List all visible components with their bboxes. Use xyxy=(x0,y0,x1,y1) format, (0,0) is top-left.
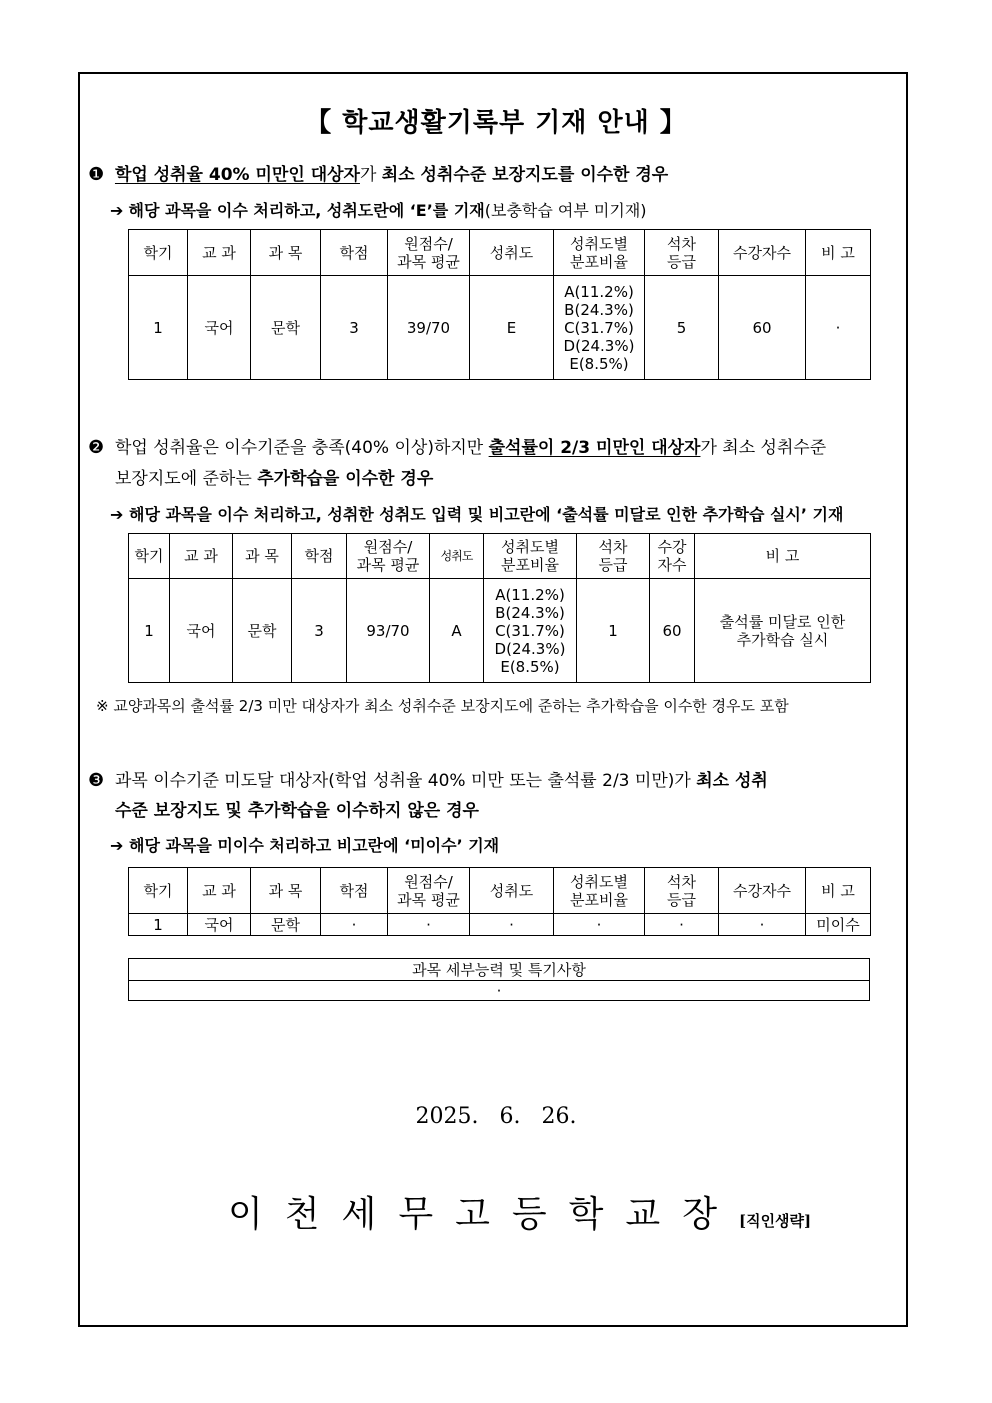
table-section-2 xyxy=(128,533,871,683)
dist-e: E(8.5%) xyxy=(500,657,560,676)
cell-credit: 3 xyxy=(292,579,347,683)
cell-remarks xyxy=(695,579,871,683)
header-semester: 학기 xyxy=(129,230,188,276)
bullet-3-icon: ❸ xyxy=(88,770,105,791)
dist-b: B(24.3%) xyxy=(564,300,634,319)
bullet-1-icon: ❶ xyxy=(88,164,105,185)
header-detail: 과목 세부능력 및 특기사항 xyxy=(129,959,870,981)
cell-course: 문학 xyxy=(233,579,292,683)
section-3-instruction-text: 해당 과목을 미이수 처리하고 비고란에 ‘미이수’ 기재 xyxy=(128,836,500,855)
table-header-row xyxy=(129,868,871,914)
header-rank-line2: 등급 xyxy=(667,890,696,909)
section-2-text-a: 학업 성취율은 이수기준을 충족(40% 이상)하지만 xyxy=(114,438,489,458)
cell-score: 93/70 xyxy=(347,579,430,683)
dist-d: D(24.3%) xyxy=(563,336,635,355)
arrow-right-icon: ➔ xyxy=(110,836,124,855)
cell-semester: 1 xyxy=(129,579,170,683)
cell-detail: · xyxy=(129,981,870,1001)
section-3-condition-start: 최소 성취 xyxy=(696,771,768,791)
section-2-text-d: 보장지도에 준하는 xyxy=(115,469,258,489)
section-2-condition: 추가학습을 이수한 경우 xyxy=(257,469,434,489)
header-score-line1: 원점수/ xyxy=(404,234,453,253)
section-3-instruction xyxy=(110,833,499,856)
table-section-1 xyxy=(128,229,871,380)
cell-rank: 1 xyxy=(577,579,650,683)
section-2-heading-line1 xyxy=(88,433,826,458)
cell-course: 문학 xyxy=(251,914,321,936)
cell-course: 문학 xyxy=(251,276,321,380)
dist-c: C(31.7%) xyxy=(495,621,565,640)
header-credit: 학점 xyxy=(292,534,347,579)
header-score-line2: 과목 평균 xyxy=(356,556,420,574)
section-1-heading xyxy=(88,160,668,185)
table-header-row xyxy=(129,534,871,579)
section-1-condition: 최소 성취수준 보장지도를 이수한 경우 xyxy=(381,165,669,185)
header-course: 과 목 xyxy=(251,230,321,276)
header-credit: 학점 xyxy=(321,868,388,914)
cell-achievement: · xyxy=(470,914,554,936)
header-distribution-line1: 성취도별 xyxy=(570,872,628,891)
header-rank xyxy=(645,230,719,276)
cell-credit: 3 xyxy=(321,276,388,380)
table-remarks-detail xyxy=(128,958,870,1001)
header-enrolled: 수강자수 xyxy=(719,230,806,276)
section-1-instruction-extra: (보충학습 여부 미기재) xyxy=(484,201,647,220)
arrow-right-icon: ➔ xyxy=(110,201,124,220)
header-distribution-line2: 분포비율 xyxy=(570,890,628,909)
section-1-instruction-main: 해당 과목을 이수 처리하고, 성취도란에 ‘E’를 기재 xyxy=(128,201,485,220)
header-course: 과 목 xyxy=(233,534,292,579)
cell-semester: 1 xyxy=(129,914,188,936)
cell-subject-area: 국어 xyxy=(188,276,251,380)
cell-score: 39/70 xyxy=(388,276,470,380)
section-2-target: 출석률이 2/3 미만인 대상자 xyxy=(488,438,701,458)
header-achievement: 성취도 xyxy=(430,534,484,579)
header-remarks: 비 고 xyxy=(806,868,871,914)
table-header-row xyxy=(129,230,871,276)
section-1-target: 학업 성취율 40% 미만인 대상자 xyxy=(114,165,360,185)
dist-c: C(31.7%) xyxy=(564,318,634,337)
header-rank xyxy=(645,868,719,914)
header-subject-area: 교 과 xyxy=(188,868,251,914)
section-2-text-c: 가 최소 성취수준 xyxy=(700,438,827,458)
header-enrolled xyxy=(650,534,695,579)
table-row xyxy=(129,914,871,936)
seal-omitted: [직인생략] xyxy=(738,1212,812,1230)
section-3-heading-line2: 수준 보장지도 및 추가학습을 이수하지 않은 경우 xyxy=(115,801,479,821)
header-distribution xyxy=(554,868,645,914)
header-achievement: 성취도 xyxy=(470,868,554,914)
header-rank-line2: 등급 xyxy=(667,252,696,271)
section-1-particle: 가 xyxy=(359,165,382,185)
cell-achievement: A xyxy=(430,579,484,683)
dist-d: D(24.3%) xyxy=(494,639,566,658)
header-score xyxy=(388,230,470,276)
header-distribution xyxy=(554,230,645,276)
header-score-line2: 과목 평균 xyxy=(397,252,460,271)
cell-credit: · xyxy=(321,914,388,936)
table-row xyxy=(129,276,871,380)
header-semester: 학기 xyxy=(129,534,170,579)
header-rank-line1: 석차 xyxy=(667,872,696,891)
table-header-row xyxy=(129,959,870,981)
section-2-heading-line2 xyxy=(115,464,433,489)
header-subject-area: 교 과 xyxy=(170,534,233,579)
header-distribution-line2: 분포비율 xyxy=(570,252,628,271)
cell-rank: 5 xyxy=(645,276,719,380)
remark-line2: 추가학습 실시 xyxy=(736,630,829,649)
school-principal xyxy=(228,1186,811,1237)
header-rank-line1: 석차 xyxy=(598,538,628,556)
header-rank-line2: 등급 xyxy=(598,556,628,574)
school-name: 이천세무고등학교장 xyxy=(228,1194,739,1235)
bullet-2-icon: ❷ xyxy=(88,437,105,458)
cell-distribution: · xyxy=(554,914,645,936)
header-credit: 학점 xyxy=(321,230,388,276)
cell-enrolled: 60 xyxy=(719,276,806,380)
dist-a: A(11.2%) xyxy=(564,282,634,301)
cell-enrolled: 60 xyxy=(650,579,695,683)
cell-subject-area: 국어 xyxy=(170,579,233,683)
cell-semester: 1 xyxy=(129,276,188,380)
dist-b: B(24.3%) xyxy=(495,603,565,622)
cell-remarks: · xyxy=(806,276,871,380)
cell-rank: · xyxy=(645,914,719,936)
header-enrolled: 수강자수 xyxy=(719,868,806,914)
header-score xyxy=(388,868,470,914)
section-3-text-a: 과목 이수기준 미도달 대상자(학업 성취율 40% 미만 또는 출석률 2/3 미만)가 xyxy=(114,771,697,791)
header-score xyxy=(347,534,430,579)
header-rank xyxy=(577,534,650,579)
section-3-heading-line1 xyxy=(88,766,768,791)
header-course: 과 목 xyxy=(251,868,321,914)
header-rank-line1: 석차 xyxy=(667,234,696,253)
section-2-note: ※ 교양과목의 출석률 2/3 미만 대상자가 최소 성취수준 보장지도에 준하는 추가학습을 이수한 경우도 포함 xyxy=(96,697,789,715)
header-enrolled-line2: 자수 xyxy=(657,556,687,574)
header-distribution xyxy=(484,534,577,579)
table-row xyxy=(129,981,870,1001)
section-2-instruction-text: 해당 과목을 이수 처리하고, 성취한 성취도 입력 및 비고란에 ‘출석률 미달로 인한 추가학습 실시’ 기재 xyxy=(128,505,844,524)
table-section-3 xyxy=(128,867,871,936)
section-2-instruction xyxy=(110,502,843,525)
cell-subject-area: 국어 xyxy=(188,914,251,936)
cell-distribution xyxy=(554,276,645,380)
cell-distribution xyxy=(484,579,577,683)
table-row xyxy=(129,579,871,683)
header-enrolled-line1: 수강 xyxy=(657,538,687,556)
header-score-line1: 원점수/ xyxy=(363,538,413,556)
issue-date: 2025. 6. 26. xyxy=(415,1104,577,1129)
dist-e: E(8.5%) xyxy=(569,354,629,373)
cell-score: · xyxy=(388,914,470,936)
header-semester: 학기 xyxy=(129,868,188,914)
cell-enrolled: · xyxy=(719,914,806,936)
header-remarks: 비 고 xyxy=(806,230,871,276)
header-subject-area: 교 과 xyxy=(188,230,251,276)
remark-line1: 출석률 미달로 인한 xyxy=(719,612,846,631)
arrow-right-icon: ➔ xyxy=(110,505,124,524)
header-distribution-line1: 성취도별 xyxy=(501,538,559,556)
header-achievement: 성취도 xyxy=(470,230,554,276)
dist-a: A(11.2%) xyxy=(495,585,565,604)
cell-achievement: E xyxy=(470,276,554,380)
section-1-instruction xyxy=(110,198,647,221)
header-distribution-line2: 분포비율 xyxy=(501,556,559,574)
header-score-line1: 원점수/ xyxy=(404,872,453,891)
page-title: 【 학교생활기록부 기재 안내 】 xyxy=(305,108,687,138)
header-remarks: 비 고 xyxy=(695,534,871,579)
header-score-line2: 과목 평균 xyxy=(397,890,460,909)
header-distribution-line1: 성취도별 xyxy=(570,234,628,253)
cell-remarks: 미이수 xyxy=(806,914,871,936)
